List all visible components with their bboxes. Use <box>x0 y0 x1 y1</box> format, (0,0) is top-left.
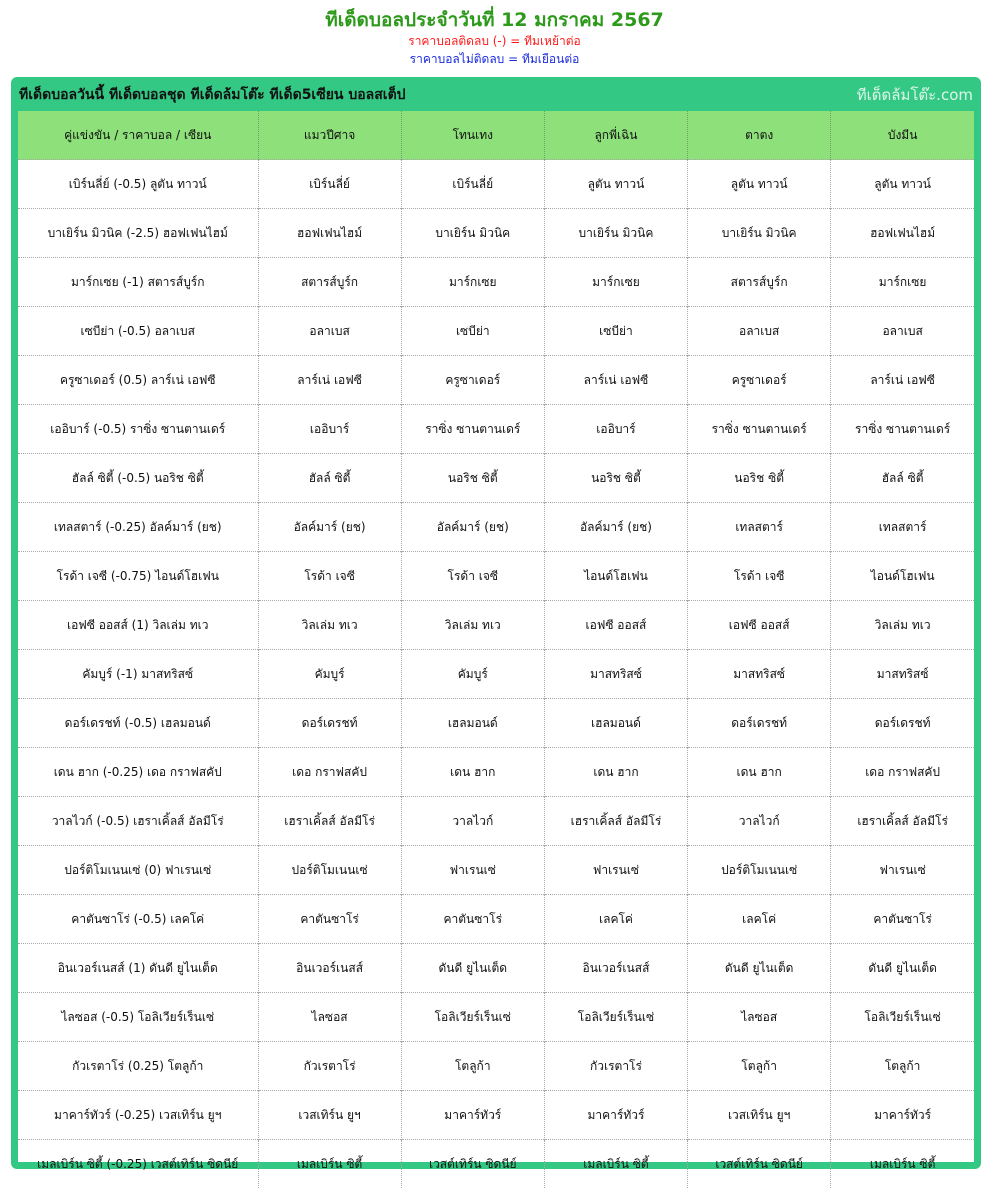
legend-negative-handicap: ราคาบอลติดลบ (-) = ทีมเหย้าต่อ <box>0 32 989 50</box>
table-row <box>18 405 974 454</box>
pick-cell: วิลเล่ม ทเว <box>831 601 974 650</box>
table-row <box>18 258 974 307</box>
pick-cell: สตารส์บูร์ก <box>258 258 401 307</box>
pick-cell: นอริช ซิตี้ <box>401 454 544 503</box>
pick-cell: ดอร์เดรชท์ <box>258 699 401 748</box>
pick-cell: เอฟซี ออสส์ <box>688 601 831 650</box>
pick-cell: วิลเล่ม ทเว <box>401 601 544 650</box>
pick-cell: โรด้า เจซี <box>401 552 544 601</box>
pick-cell: คาตันซาโร่ <box>401 895 544 944</box>
match-cell: บาเยิร์น มิวนิค (-2.5) ฮอฟเฟนไฮม์ <box>18 209 258 258</box>
tips-panel <box>11 77 981 1169</box>
site-brand[interactable]: ทีเด็ดล้มโต๊ะ.com <box>857 85 973 105</box>
pick-cell: ดันดี ยูไนเต็ด <box>401 944 544 993</box>
pick-cell: ดอร์เดรชท์ <box>688 699 831 748</box>
pick-cell: วาลไวก์ <box>401 797 544 846</box>
table-row <box>18 993 974 1042</box>
pick-cell: นอริช ซิตี้ <box>544 454 687 503</box>
pick-cell: โอลิเวียร์เร็นเซ่ <box>401 993 544 1042</box>
pick-cell: โอลิเวียร์เร็นเซ่ <box>544 993 687 1042</box>
pick-cell: นอริช ซิตี้ <box>688 454 831 503</box>
pick-cell: เดอ กราฟสคัป <box>831 748 974 797</box>
pick-cell: เวสเทิร์น ยูฯ <box>258 1091 401 1140</box>
pick-cell: ฟาเรนเซ่ <box>544 846 687 895</box>
pick-cell: ฟาเรนเซ่ <box>831 846 974 895</box>
pick-cell: ลูตัน ทาวน์ <box>544 160 687 209</box>
table-row <box>18 1091 974 1140</box>
pick-cell: วาลไวก์ <box>688 797 831 846</box>
pick-cell: อัลค์มาร์ (ยช) <box>401 503 544 552</box>
table-row <box>18 552 974 601</box>
pick-cell: อัลค์มาร์ (ยช) <box>544 503 687 552</box>
column-tone-teng-header: โทนเทง <box>401 111 544 160</box>
pick-cell: โตลูก้า <box>688 1042 831 1091</box>
pick-cell: วิลเล่ม ทเว <box>258 601 401 650</box>
column-match-header: คู่แข่งขัน / ราคาบอล / เซียน <box>18 111 258 160</box>
match-cell: มาคาร์ทัวร์ (-0.25) เวสเทิร์น ยูฯ <box>18 1091 258 1140</box>
pick-cell: เออิบาร์ <box>544 405 687 454</box>
pick-cell: ครูซาเดอร์ <box>688 356 831 405</box>
pick-cell: มาร์กเซย <box>831 258 974 307</box>
pick-cell: ลาร์เน่ เอฟซี <box>258 356 401 405</box>
pick-cell: เอฟซี ออสส์ <box>544 601 687 650</box>
pick-cell: เทลสตาร์ <box>831 503 974 552</box>
pick-cell: บาเยิร์น มิวนิค <box>401 209 544 258</box>
pick-cell: มาคาร์ทัวร์ <box>544 1091 687 1140</box>
column-luk-phi-chen-header: ลูกพี่เฉิน <box>544 111 687 160</box>
table-body <box>18 160 974 1188</box>
pick-cell: ลาร์เน่ เอฟซี <box>544 356 687 405</box>
pick-cell: ราซิ่ง ซานตานเดร์ <box>401 405 544 454</box>
table-row <box>18 1140 974 1188</box>
table-row <box>18 895 974 944</box>
pick-cell: เออิบาร์ <box>258 405 401 454</box>
pick-cell: โอลิเวียร์เร็นเซ่ <box>831 993 974 1042</box>
column-maew-pisat-header: แมวปีศาจ <box>258 111 401 160</box>
pick-cell: มาคาร์ทัวร์ <box>831 1091 974 1140</box>
match-cell: เดน ฮาก (-0.25) เดอ กราฟสคัป <box>18 748 258 797</box>
pick-cell: อินเวอร์เนสส์ <box>544 944 687 993</box>
table-header-row <box>18 111 974 160</box>
pick-cell: มาร์กเซย <box>401 258 544 307</box>
match-cell: ครูซาเดอร์ (0.5) ลาร์เน่ เอฟซี <box>18 356 258 405</box>
pick-cell: ดอร์เดรชท์ <box>831 699 974 748</box>
pick-cell: เฮลมอนด์ <box>544 699 687 748</box>
pick-cell: กัวเรตาโร่ <box>544 1042 687 1091</box>
pick-cell: อลาเบส <box>258 307 401 356</box>
tips-table <box>18 111 974 1188</box>
column-bang-min-header: บังมีน <box>831 111 974 160</box>
pick-cell: สตารส์บูร์ก <box>688 258 831 307</box>
match-cell: กัวเรตาโร่ (0.25) โตลูก้า <box>18 1042 258 1091</box>
pick-cell: ดันดี ยูไนเต็ด <box>831 944 974 993</box>
pick-cell: กัวเรตาโร่ <box>258 1042 401 1091</box>
pick-cell: โรด้า เจซี <box>258 552 401 601</box>
pick-cell: เฮราเคิ้ลส์ อัลมีโร่ <box>544 797 687 846</box>
match-cell: มาร์กเซย (-1) สตารส์บูร์ก <box>18 258 258 307</box>
pick-cell: เดอ กราฟสคัป <box>258 748 401 797</box>
table-row <box>18 699 974 748</box>
pick-cell: เวสต์เทิร์น ซิดนีย์ <box>688 1140 831 1188</box>
pick-cell: ฟาเรนเซ่ <box>401 846 544 895</box>
pick-cell: อลาเบส <box>688 307 831 356</box>
table-row <box>18 846 974 895</box>
table-row <box>18 1042 974 1091</box>
pick-cell: มาสทริสซ์ <box>831 650 974 699</box>
match-cell: อินเวอร์เนสส์ (1) ดันดี ยูไนเต็ด <box>18 944 258 993</box>
pick-cell: ไอนด์โฮเฟน <box>544 552 687 601</box>
pick-cell: อลาเบส <box>831 307 974 356</box>
pick-cell: เบิร์นลี่ย์ <box>258 160 401 209</box>
pick-cell: ฮอฟเฟนไฮม์ <box>831 209 974 258</box>
pick-cell: บาเยิร์น มิวนิค <box>688 209 831 258</box>
pick-cell: เมลเบิร์น ซิตี้ <box>544 1140 687 1188</box>
pick-cell: เฮราเคิ้ลส์ อัลมีโร่ <box>258 797 401 846</box>
pick-cell: เทลสตาร์ <box>688 503 831 552</box>
pick-cell: เมลเบิร์น ซิตี้ <box>258 1140 401 1188</box>
table-row <box>18 503 974 552</box>
pick-cell: คัมบูร์ <box>401 650 544 699</box>
table-row <box>18 601 974 650</box>
match-cell: เทลสตาร์ (-0.25) อัลค์มาร์ (ยช) <box>18 503 258 552</box>
table-row <box>18 650 974 699</box>
pick-cell: มาคาร์ทัวร์ <box>401 1091 544 1140</box>
pick-cell: เดน ฮาก <box>688 748 831 797</box>
pick-cell: เลคโค่ <box>688 895 831 944</box>
pick-cell: ปอร์ติโมเนนเซ่ <box>688 846 831 895</box>
panel-title: ทีเด็ดบอลวันนี้ ทีเด็ดบอลชุด ทีเด็ดล้มโต๊ะ ทีเด็ด5เซียน บอลสเต็ป <box>19 85 406 105</box>
pick-cell: ไลซอส <box>688 993 831 1042</box>
match-cell: ปอร์ติโมเนนเซ่ (0) ฟาเรนเซ่ <box>18 846 258 895</box>
pick-cell: บาเยิร์น มิวนิค <box>544 209 687 258</box>
pick-cell: ราซิ่ง ซานตานเดร์ <box>831 405 974 454</box>
match-cell: เมลเบิร์น ซิตี้ (-0.25) เวสต์เทิร์น ซิดนีย์ <box>18 1140 258 1188</box>
legend-positive-handicap: ราคาบอลไม่ติดลบ = ทีมเยือนต่อ <box>0 50 989 68</box>
pick-cell: เวสต์เทิร์น ซิดนีย์ <box>401 1140 544 1188</box>
pick-cell: อินเวอร์เนสส์ <box>258 944 401 993</box>
match-cell: คัมบูร์ (-1) มาสทริสซ์ <box>18 650 258 699</box>
pick-cell: คาตันซาโร่ <box>831 895 974 944</box>
table-row <box>18 160 974 209</box>
pick-cell: ไลซอส <box>258 993 401 1042</box>
table-row <box>18 944 974 993</box>
page-title: ทีเด็ดบอลประจำวันที่ 12 มกราคม 2567 <box>0 0 989 32</box>
match-cell: วาลไวก์ (-0.5) เฮราเคิ้ลส์ อัลมีโร่ <box>18 797 258 846</box>
pick-cell: ดันดี ยูไนเต็ด <box>688 944 831 993</box>
pick-cell: คาตันซาโร่ <box>258 895 401 944</box>
table-row <box>18 356 974 405</box>
pick-cell: เบิร์นลี่ย์ <box>401 160 544 209</box>
pick-cell: ฮัลล์ ซิตี้ <box>258 454 401 503</box>
pick-cell: โรด้า เจซี <box>688 552 831 601</box>
pick-cell: ลาร์เน่ เอฟซี <box>831 356 974 405</box>
pick-cell: เซบีย่า <box>401 307 544 356</box>
pick-cell: มาสทริสซ์ <box>544 650 687 699</box>
table-row <box>18 748 974 797</box>
pick-cell: เฮลมอนด์ <box>401 699 544 748</box>
table-row <box>18 307 974 356</box>
pick-cell: ครูซาเดอร์ <box>401 356 544 405</box>
pick-cell: ไอนด์โฮเฟน <box>831 552 974 601</box>
match-cell: ฮัลล์ ซิตี้ (-0.5) นอริช ซิตี้ <box>18 454 258 503</box>
pick-cell: เซบีย่า <box>544 307 687 356</box>
match-cell: เอฟซี ออสส์ (1) วิลเล่ม ทเว <box>18 601 258 650</box>
page-header <box>0 0 989 68</box>
match-cell: ไลซอส (-0.5) โอลิเวียร์เร็นเซ่ <box>18 993 258 1042</box>
column-ta-tong-header: ตาตง <box>688 111 831 160</box>
pick-cell: ฮัลล์ ซิตี้ <box>831 454 974 503</box>
pick-cell: เดน ฮาก <box>544 748 687 797</box>
pick-cell: เมลเบิร์น ซิตี้ <box>831 1140 974 1188</box>
pick-cell: เวสเทิร์น ยูฯ <box>688 1091 831 1140</box>
match-cell: โรด้า เจซี (-0.75) ไอนด์โฮเฟน <box>18 552 258 601</box>
match-cell: เบิร์นลี่ย์ (-0.5) ลูตัน ทาวน์ <box>18 160 258 209</box>
pick-cell: อัลค์มาร์ (ยช) <box>258 503 401 552</box>
table-row <box>18 797 974 846</box>
pick-cell: มาร์กเซย <box>544 258 687 307</box>
match-cell: เออิบาร์ (-0.5) ราซิ่ง ซานตานเดร์ <box>18 405 258 454</box>
pick-cell: โตลูก้า <box>831 1042 974 1091</box>
tips-table-container <box>18 111 974 1162</box>
pick-cell: โตลูก้า <box>401 1042 544 1091</box>
pick-cell: ลูตัน ทาวน์ <box>831 160 974 209</box>
pick-cell: ปอร์ติโมเนนเซ่ <box>258 846 401 895</box>
match-cell: คาตันซาโร่ (-0.5) เลคโค่ <box>18 895 258 944</box>
table-row <box>18 209 974 258</box>
pick-cell: มาสทริสซ์ <box>688 650 831 699</box>
pick-cell: ฮอฟเฟนไฮม์ <box>258 209 401 258</box>
pick-cell: เฮราเคิ้ลส์ อัลมีโร่ <box>831 797 974 846</box>
pick-cell: เดน ฮาก <box>401 748 544 797</box>
table-row <box>18 454 974 503</box>
match-cell: ดอร์เดรชท์ (-0.5) เฮลมอนด์ <box>18 699 258 748</box>
match-cell: เซบีย่า (-0.5) อลาเบส <box>18 307 258 356</box>
pick-cell: ราซิ่ง ซานตานเดร์ <box>688 405 831 454</box>
pick-cell: ลูตัน ทาวน์ <box>688 160 831 209</box>
pick-cell: คัมบูร์ <box>258 650 401 699</box>
pick-cell: เลคโค่ <box>544 895 687 944</box>
